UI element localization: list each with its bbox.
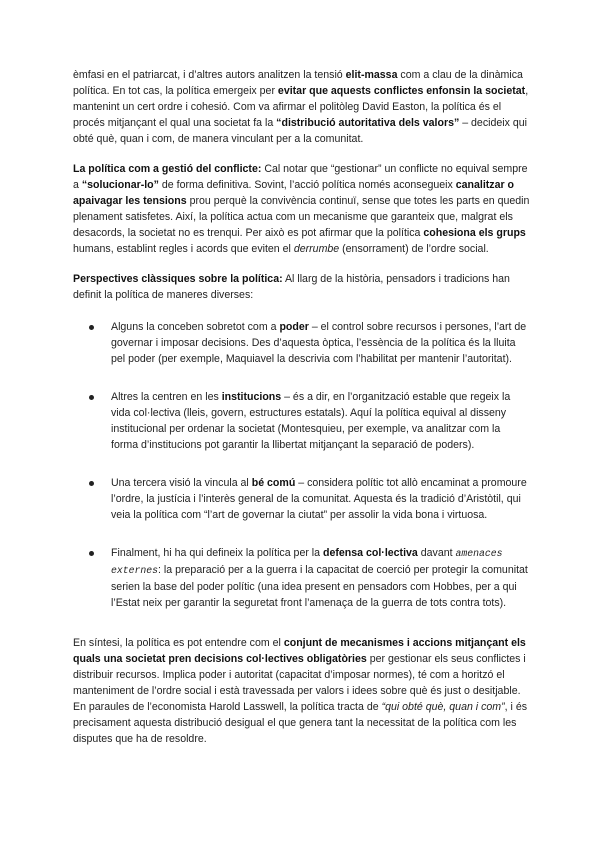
bullet-icon [89, 551, 94, 556]
paragraph-intro: èmfasi en el patriarcat, i d’altres autors analitzen la tensió elit-massa com a clau de la dinàmica política. En tot cas, la política emergeix per evitar que aquests conflictes enfonsin la societat, mantenint un cert ordre i cohesió. Com va afirmar el politòleg David Easton, la política és el procés mitjançant el qual una societat fa la “distribució autoritativa dels valors” – decideix qui obté què, quan i com, de manera vinculant per a la comunitat. [73, 69, 529, 145]
paragraph-conflict-management: La política com a gestió del conflicte: Cal notar que “gestionar” un conflicte no equival sempre a “solucionar-lo” de forma definitiva. Sovint, l’acció política només aconsegueix canalitzar o apaivagar les tensions prou perquè la convivència continuï, sense que totes les parts en quedin plenament satisfetes. Així, la política actua com un mecanisme que garanteix que, malgrat els desacords, la societat no es trenqui. Per això es pot afirmar que la política cohesiona els grups humans, establint regles i acords que eviten el derrumbe (ensorrament) de l’ordre social. [73, 163, 530, 255]
bullet-icon [89, 481, 94, 486]
perspectives-list [73, 319, 530, 611]
bullet-icon [89, 395, 94, 400]
section-heading: Perspectives clàssiques sobre la política: [73, 273, 283, 285]
paragraph-synthesis: En síntesi, la política es pot entendre com el conjunt de mecanismes i accions mitjançant els quals una societat pren decisions col·lectives obligatòries per gestionar els seus conflictes i distribuir recursos. Implica poder i autoritat (capacitat d’imposar normes), té com a horitzó el manteniment de l’ordre social i està travessada per valors i idees sobre què és just o desitjable. En paraules de l’economista Harold Lasswell, la política tracta de “qui obté què, quan i com”, i és precisament aquesta distribució desigual el que genera tant la necessitat de la política com les disputes que ha de resoldre. [73, 637, 528, 745]
list-item: Alguns la conceben sobretot com a poder – el control sobre recursos i persones, l’art de governar i imposar decisions. Des d’aquesta òptica, l’essència de la política és la lluita pel poder (per exemple, Maquiavel la descrivia com l’habilitat per mantenir l’autoritat). [73, 319, 530, 367]
list-item: Altres la centren en les institucions – és a dir, en l’organització estable que regeix la vida col·lectiva (lleis, govern, estructures estatals). Aquí la política equival al disseny institucional per ordenar la societat (Montesquieu, per exemple, va analitzar com la forma d’institucions pot garantir la llibertat mitjançant la separació de poders). [73, 389, 530, 453]
bullet-icon [89, 325, 94, 330]
section-heading: La política com a gestió del conflicte: [73, 163, 262, 175]
list-item: Finalment, hi ha qui defineix la política per la defensa col·lectiva davant amenaces externes: la preparació per a la guerra i la capacitat de coerció per protegir la comunitat serien la base del poder polític (una idea present en pensadors com Hobbes, per a qui l’Estat neix per garantir la seguretat front l’amenaça de la guerra de tots contra tots). [73, 545, 530, 611]
paragraph-classic-perspectives: Perspectives clàssiques sobre la política: Al llarg de la història, pensadors i tradicions han definit la política de maneres diverses: [73, 273, 510, 301]
list-item: Una tercera visió la vincula al bé comú – considera polític tot allò encaminat a promoure l’ordre, la justícia i l’interès general de la comunitat. Aquesta és la tradició d’Aristòtil, qui veia la política com “l’art de governar la ciutat” per assolir la vida bona i virtuosa. [73, 475, 530, 523]
